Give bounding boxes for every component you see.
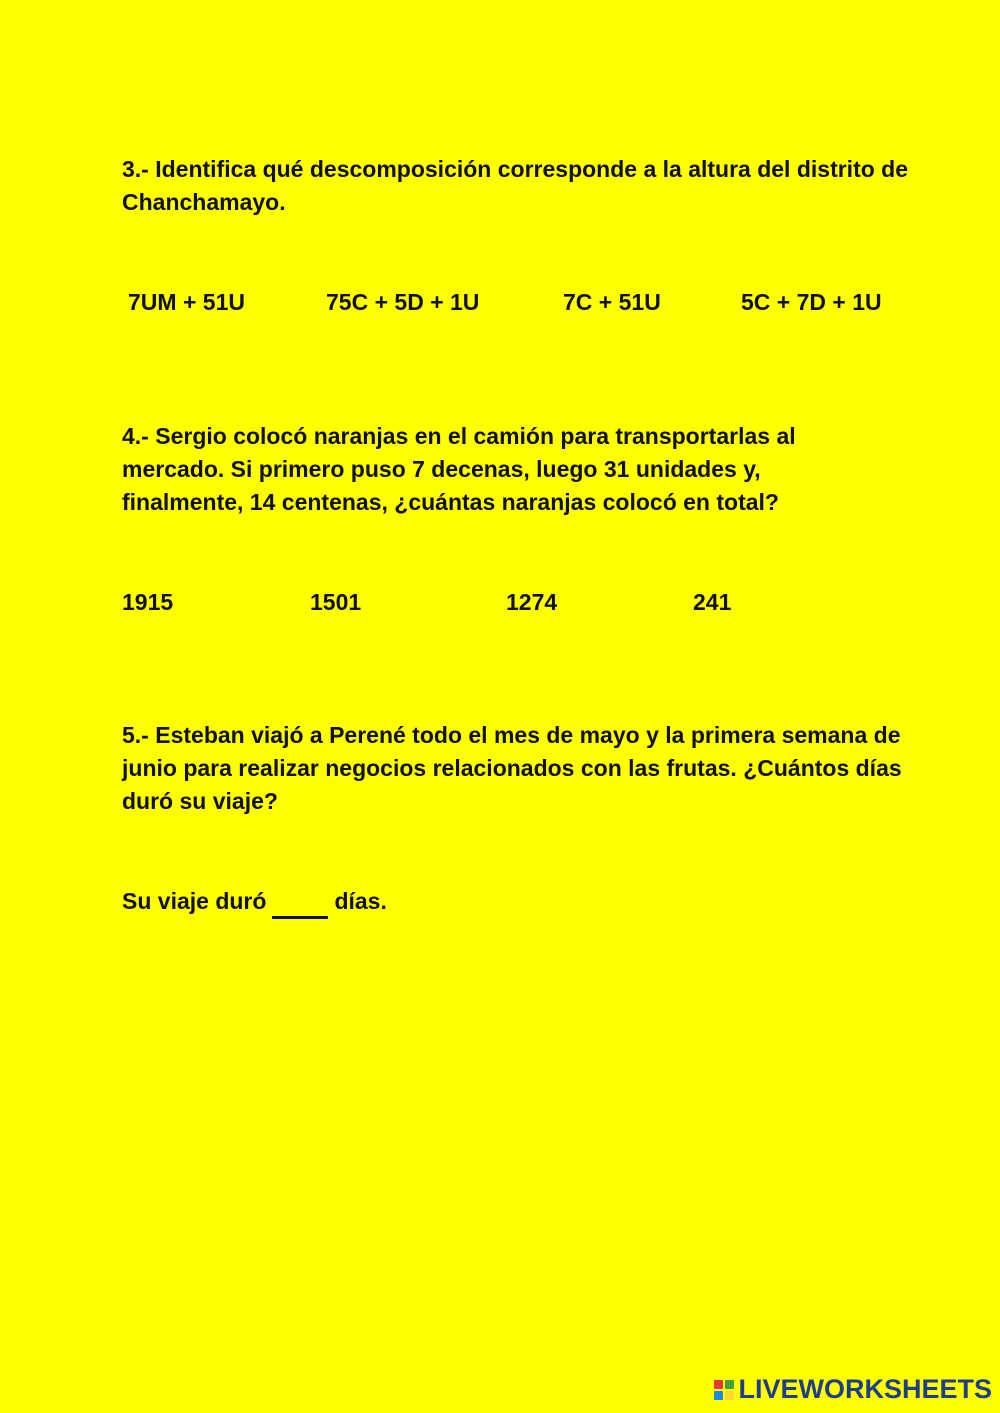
question-5-text: 5.- Esteban viajó a Perené todo el mes de mayo y la primera semana de junio para realizar negocios relacionados con las frutas. ¿Cuántos días duró su viaje? — [122, 722, 902, 814]
logo-square-red — [714, 1380, 723, 1389]
q5-answer-suffix: días. — [334, 888, 387, 914]
q4-option-3[interactable]: 1274 — [506, 589, 558, 615]
liveworksheets-logo-text: LIVEWORKSHEETS — [738, 1374, 992, 1404]
q4-option-4[interactable]: 241 — [693, 589, 732, 615]
logo-square-blue — [714, 1391, 723, 1400]
question-3-text: 3.- Identifica qué descomposición corresponde a la altura del distrito de Chanchamayo. — [122, 156, 909, 215]
q5-answer-prefix: Su viaje duró — [122, 888, 267, 914]
q4-option-1[interactable]: 1915 — [122, 589, 174, 615]
q3-option-2[interactable]: 75C + 5D + 1U — [326, 289, 480, 315]
liveworksheets-logo-icon — [714, 1380, 734, 1400]
liveworksheets-logo — [714, 1374, 992, 1405]
q4-option-2[interactable]: 1501 — [310, 589, 362, 615]
q5-answer-input[interactable] — [272, 894, 328, 919]
q3-option-3[interactable]: 7C + 51U — [563, 289, 661, 315]
q5-answer-line — [122, 886, 387, 919]
logo-square-green — [725, 1380, 734, 1389]
logo-square-yellow — [725, 1391, 734, 1400]
q3-option-1[interactable]: 7UM + 51U — [128, 289, 245, 315]
q3-option-4[interactable]: 5C + 7D + 1U — [741, 289, 882, 315]
question-4-text: 4.- Sergio colocó naranjas en el camión para transportarlas al mercado. Si primero puso 7 decenas, luego 31 unidades y, finalmente, 14 centenas, ¿cuántas naranjas colocó en total? — [122, 423, 796, 515]
